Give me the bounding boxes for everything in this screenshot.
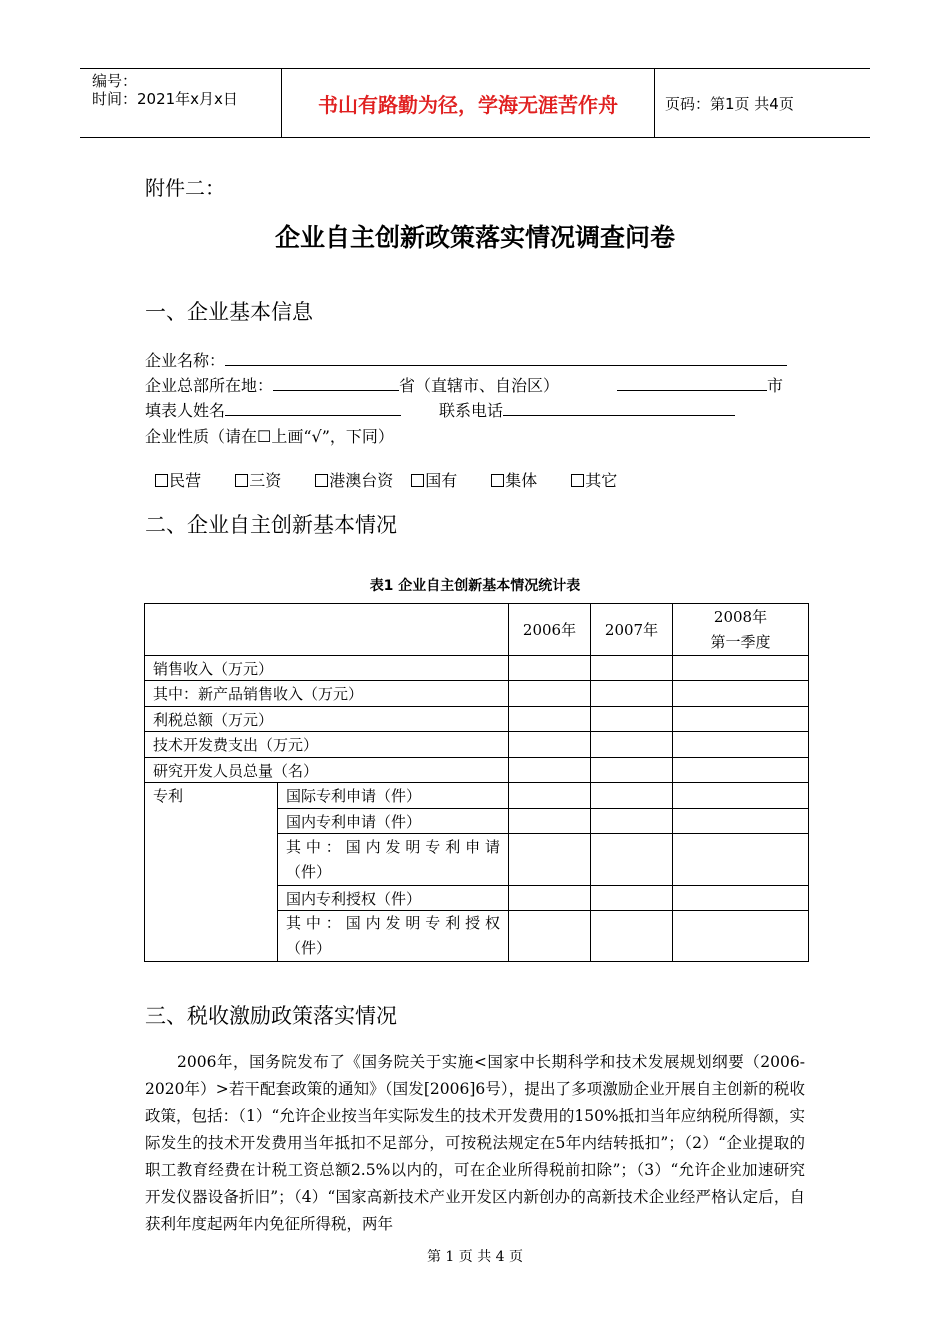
- filler-line: [145, 398, 735, 421]
- row-label: 研究开发人员总量（名）: [145, 758, 509, 783]
- row-label: 销售收入（万元）: [145, 656, 509, 681]
- cell[interactable]: [591, 732, 673, 758]
- table-row: [145, 681, 809, 707]
- option-state[interactable]: 国有: [411, 468, 457, 491]
- cell[interactable]: [673, 886, 809, 911]
- col-2008: 2008年 第一季度: [673, 604, 809, 656]
- filler-name-label: 填表人姓名: [145, 401, 226, 420]
- section2-heading: 二、企业自主创新基本情况: [145, 513, 397, 537]
- cell[interactable]: [591, 656, 673, 681]
- cell[interactable]: [591, 707, 673, 732]
- cell[interactable]: [509, 911, 591, 962]
- company-name-field[interactable]: [225, 350, 787, 366]
- cell[interactable]: [509, 681, 591, 707]
- city-field[interactable]: [617, 375, 767, 391]
- table-row: [145, 656, 809, 681]
- option-collective[interactable]: 集体: [491, 468, 537, 491]
- cell[interactable]: [509, 886, 591, 911]
- row-label: 技术开发费支出（万元）: [145, 732, 509, 758]
- cell[interactable]: [591, 886, 673, 911]
- checkbox[interactable]: [235, 474, 248, 487]
- section3-paragraph: 2006年，国务院发布了《国务院关于实施<国家中长期科学和技术发展规划纲要（2006-2020年）>若干配套政策的通知》（国发[2006]6号），提出了多项激励企业开展自主创新的税收政策，包括：（1）“允许企业按当年实际发生的技术开发费用的150%抵扣当年应纳税所得额，实际发生的技术开发费用当年抵扣不足部分，可按税法规定在5年内结转抵扣”；（2）“企业提取的职工教育经费在计税工资总额2.5%以内的，可在企业所得税前扣除”；（3）“允许企业加速研究开发仪器设备折旧”；（4）“国家高新技术产业开发区内新创办的高新技术企业经严格认定后，自获利年度起两年内免征所得税，两年: [145, 1053, 805, 1233]
- cell[interactable]: [509, 809, 591, 834]
- cell[interactable]: [509, 732, 591, 758]
- row-label: 国际专利申请（件）: [278, 783, 509, 809]
- table-row: [145, 783, 809, 809]
- hq-label: 企业总部所在地：: [145, 376, 274, 395]
- filler-name-field[interactable]: [225, 400, 401, 416]
- checkbox[interactable]: [411, 474, 424, 487]
- checkbox[interactable]: [491, 474, 504, 487]
- table-row: [145, 732, 809, 758]
- option-private[interactable]: 民营: [155, 468, 201, 491]
- cell[interactable]: [673, 911, 809, 962]
- checkbox[interactable]: [315, 474, 328, 487]
- nature-options: [145, 449, 651, 491]
- cell[interactable]: [591, 783, 673, 809]
- table-caption: 表1 企业自主创新基本情况统计表: [369, 578, 581, 594]
- company-name-label: 企业名称：: [145, 351, 226, 370]
- section3-heading: 三、税收激励政策落实情况: [145, 1004, 397, 1028]
- cell[interactable]: [509, 656, 591, 681]
- header-motto: 书山有路勤为径，学海无涯苦作舟: [281, 69, 655, 137]
- col-2007: 2007年: [591, 604, 673, 656]
- company-name-line: [145, 348, 787, 371]
- stats-table: [144, 603, 809, 962]
- phone-label: 联系电话: [439, 401, 504, 420]
- city-label: 市: [767, 376, 784, 395]
- table-row: [145, 758, 809, 783]
- checkbox[interactable]: [155, 474, 168, 487]
- cell[interactable]: [673, 681, 809, 707]
- cell[interactable]: [591, 681, 673, 707]
- table-row: [145, 707, 809, 732]
- row-label: 利税总额（万元）: [145, 707, 509, 732]
- cell[interactable]: [591, 809, 673, 834]
- page-footer: 第 1 页 共 4 页: [426, 1249, 524, 1265]
- row-label: 国内专利申请（件）: [278, 809, 509, 834]
- patent-label: 专利: [145, 783, 278, 962]
- row-label: 其中：国内发明专利申请 （件）: [278, 834, 509, 886]
- option-hk-macau-taiwan[interactable]: 港澳台资: [315, 468, 393, 491]
- province-label: 省（直辖市、自治区）: [399, 376, 560, 395]
- phone-field[interactable]: [503, 400, 735, 416]
- option-other[interactable]: 其它: [571, 468, 617, 491]
- cell[interactable]: [509, 758, 591, 783]
- row-label: 其中：新产品销售收入（万元）: [145, 681, 509, 707]
- option-foreign[interactable]: 三资: [235, 468, 281, 491]
- checkbox[interactable]: [571, 474, 584, 487]
- table-corner: [145, 604, 509, 656]
- cell[interactable]: [673, 707, 809, 732]
- header-meta: [80, 69, 280, 137]
- cell[interactable]: [673, 783, 809, 809]
- attachment-label: 附件二：: [145, 176, 225, 200]
- cell[interactable]: [673, 732, 809, 758]
- hq-line: [145, 373, 783, 396]
- header-page-label: 页码：第1页 共4页: [665, 94, 794, 113]
- cell[interactable]: [509, 707, 591, 732]
- cell[interactable]: [673, 834, 809, 886]
- nature-prompt: 企业性质（请在☐上画“√”，下同）: [145, 427, 394, 446]
- document-title: 企业自主创新政策落实情况调查问卷: [274, 223, 675, 252]
- cell[interactable]: [509, 783, 591, 809]
- cell[interactable]: [673, 758, 809, 783]
- row-label: 其中：国内发明专利授权 （件）: [278, 911, 509, 962]
- cell[interactable]: [591, 911, 673, 962]
- cell[interactable]: [673, 809, 809, 834]
- time-label: 时间：2021年x月x日: [92, 90, 238, 108]
- row-label: 国内专利授权（件）: [278, 886, 509, 911]
- document-header: [80, 68, 870, 138]
- col-2006: 2006年: [509, 604, 591, 656]
- province-field[interactable]: [273, 375, 399, 391]
- cell[interactable]: [673, 656, 809, 681]
- section1-heading: 一、企业基本信息: [145, 300, 313, 324]
- table-header-row: [145, 604, 809, 656]
- code-label: 编号：: [92, 72, 138, 90]
- cell[interactable]: [591, 834, 673, 886]
- cell[interactable]: [509, 834, 591, 886]
- cell[interactable]: [591, 758, 673, 783]
